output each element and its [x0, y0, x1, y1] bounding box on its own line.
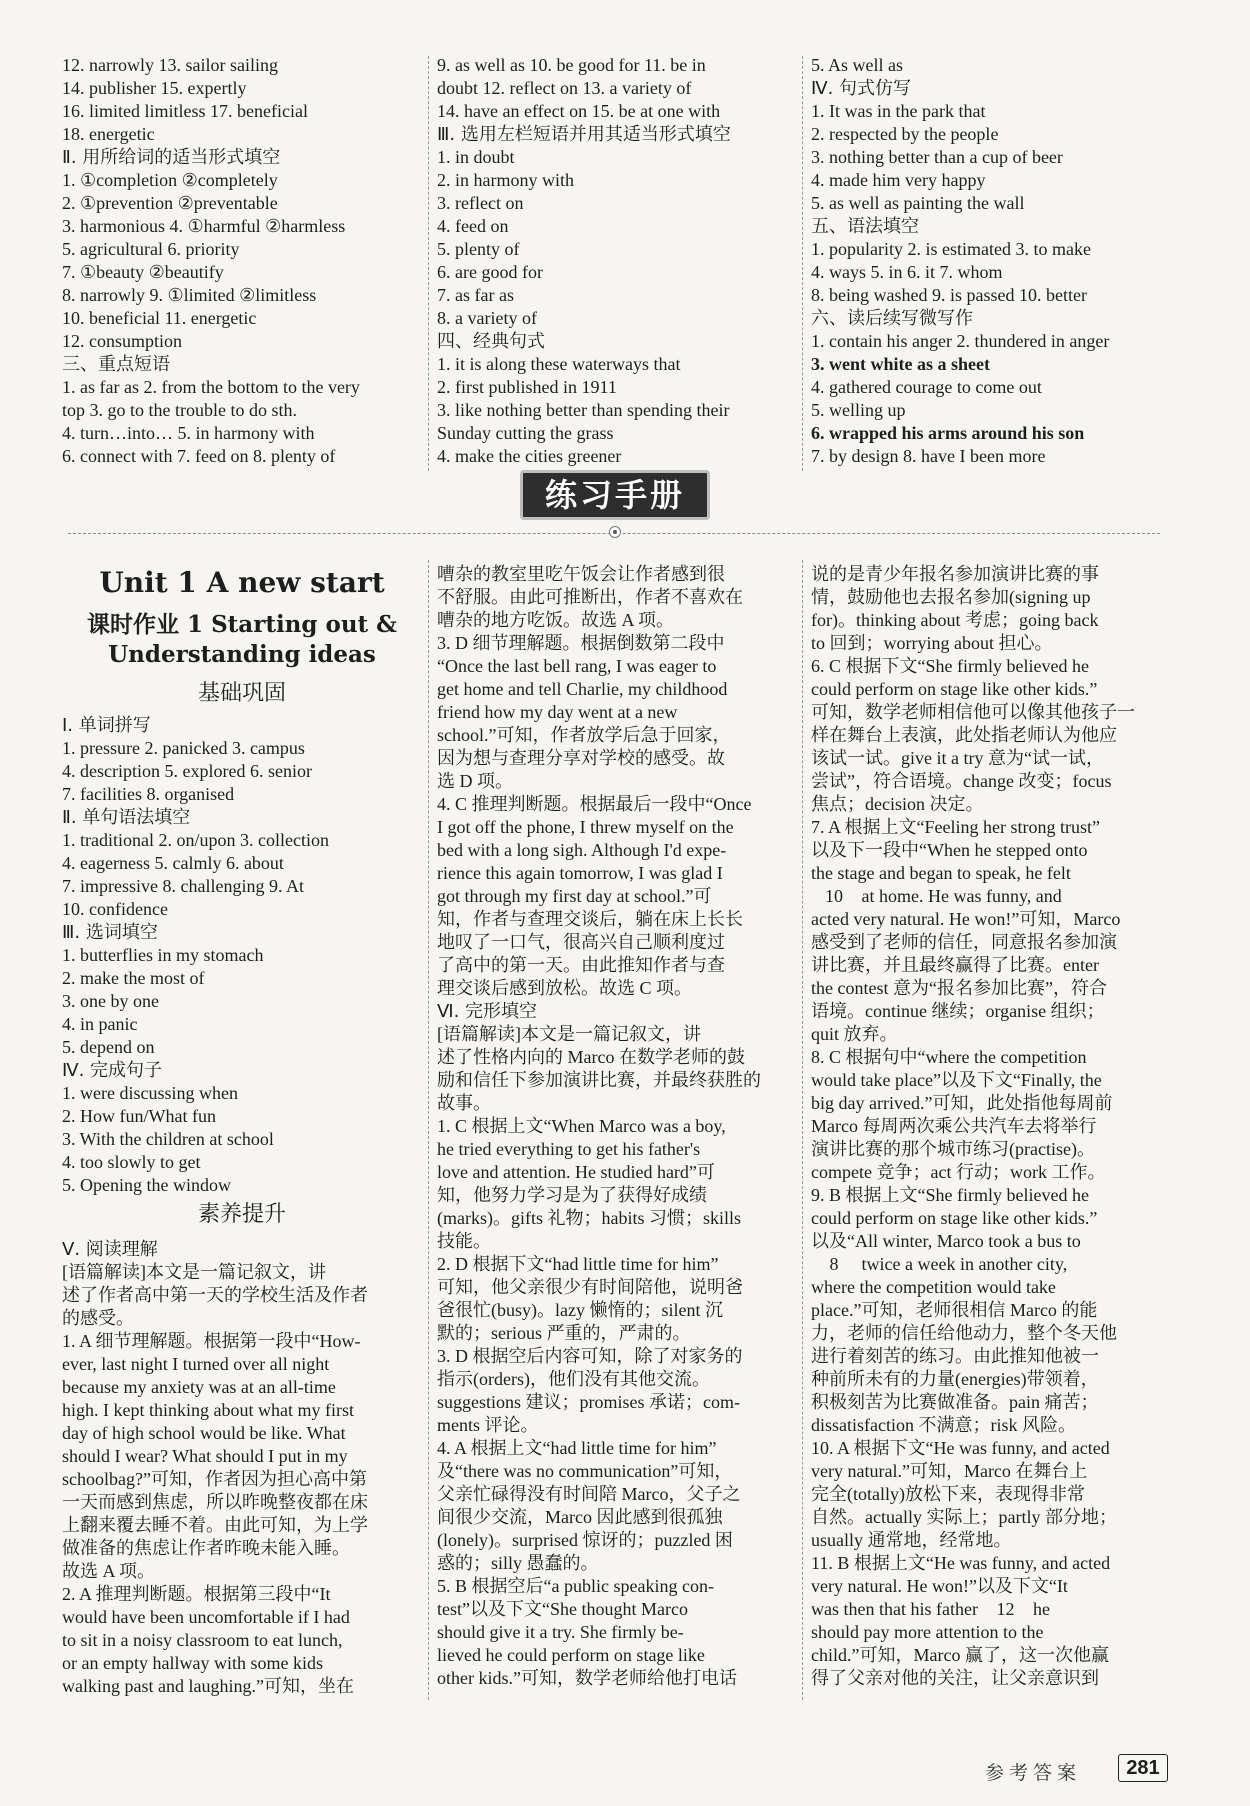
explanations-column-3	[811, 563, 1173, 1690]
text-line: Ⅱ. 单句语法填空	[62, 807, 191, 828]
text-line: Ⅱ. 用所给词的适当形式填空	[62, 147, 281, 168]
text-line: Ⅴ. 阅读理解	[62, 1239, 158, 1260]
text-line: 10 at home. He was funny, and	[811, 885, 1173, 908]
text-line: 技能。	[437, 1231, 491, 1251]
text-line: high. I kept thinking about what my first	[62, 1400, 354, 1420]
text-line: 6. wrapped his arms around his son	[811, 423, 1085, 443]
text-line: the contest 意为“报名参加比赛”，符合	[811, 978, 1107, 998]
text-line: got through my first day at school.”可	[437, 886, 712, 906]
text-line: Ⅲ. 选用左栏短语并用其适当形式填空	[437, 124, 731, 145]
text-line: 力，老师的信任给他动力，整个冬天他	[811, 1323, 1117, 1343]
banner-title: 练习手册	[520, 470, 710, 520]
text-line: 4. too slowly to get	[62, 1152, 201, 1172]
text-line: to sit in a noisy classroom to eat lunch,	[62, 1630, 343, 1650]
text-line: 1. butterflies in my stomach	[62, 945, 264, 965]
text-line: 上翻来覆去睡不着。由此可知，为上学	[62, 1515, 368, 1535]
text-line: for)。thinking about 考虑；going back	[811, 610, 1099, 630]
text-line: 11. B 根据上文“He was funny, and acted	[811, 1553, 1111, 1573]
text-line: doubt 12. reflect on 13. a variety of	[437, 78, 692, 98]
text-line: 4. made him very happy	[811, 170, 986, 190]
text-line: 五、语法填空	[811, 216, 919, 237]
text-line: 语境。continue 继续；organise 组织；	[811, 1001, 1105, 1021]
text-line: 5. as well as painting the wall	[811, 193, 1025, 213]
text-line: 4. feed on	[437, 216, 509, 236]
text-line: 指示(orders)，他们没有其他交流。	[437, 1369, 710, 1389]
text-line: other kids.”可知，数学老师给他打电话	[437, 1668, 737, 1688]
text-line: 7. facilities 8. organised	[62, 784, 235, 804]
text-line: 惑的；silly 愚蠢的。	[437, 1553, 599, 1573]
text-line: 励和信任下参加演讲比赛，并最终获胜的	[437, 1070, 761, 1090]
unit-title: Unit 1 A new start	[99, 566, 385, 599]
text-line: 以及“All winter, Marco took a bus to	[811, 1231, 1081, 1251]
text-line: [语篇解读]本文是一篇记叙文，讲	[437, 1024, 701, 1044]
text-line: 种前所未有的力量(energies)带领着，	[811, 1369, 1099, 1389]
text-line: 3. one by one	[62, 991, 159, 1011]
text-line: 感受到了老师的信任，同意报名参加演	[811, 932, 1117, 952]
text-line: 的感受。	[62, 1308, 134, 1328]
text-line: 1. pressure 2. panicked 3. campus	[62, 738, 305, 758]
text-line: 5. welling up	[811, 400, 906, 420]
text-line: 3. went white as a sheet	[811, 354, 990, 374]
text-line: 2. How fun/What fun	[62, 1106, 216, 1126]
basic-answers	[62, 714, 422, 1197]
text-line: 故事。	[437, 1093, 491, 1113]
text-line: 4. C 推理判断题。根据最后一段中“Once	[437, 794, 752, 814]
text-line: 自然。actually 实际上；partly 部分地；	[811, 1507, 1117, 1527]
text-line: 5. B 根据空后“a public speaking con-	[437, 1576, 714, 1596]
text-line: 18. energetic	[62, 124, 155, 144]
text-line: big day arrived.”可知，此处指他每周前	[811, 1093, 1113, 1113]
text-line: 一天而感到焦虑，所以昨晚整夜都在床	[62, 1492, 368, 1512]
text-line: 1. A 细节理解题。根据第一段中“How-	[62, 1331, 361, 1351]
text-line: 9. as well as 10. be good for 11. be in	[437, 55, 706, 75]
text-line: 9. B 根据上文“She firmly believed he	[811, 1185, 1089, 1205]
text-line: I got off the phone, I threw myself on the	[437, 817, 734, 837]
text-line: [语篇解读]本文是一篇记叙文，讲	[62, 1262, 326, 1282]
text-line: 父亲忙碌得没有时间陪 Marco，父子之	[437, 1484, 741, 1504]
text-line: 焦点；decision 决定。	[811, 794, 984, 814]
explanations-column-2	[437, 563, 797, 1690]
text-line: 2. ①prevention ②preventable	[62, 193, 278, 213]
text-line: 间很少交流，Marco 因此感到很孤独	[437, 1507, 723, 1527]
text-line: 尝试”，符合语境。change 改变；focus	[811, 771, 1112, 791]
text-line: 及“there was no communication”可知，	[437, 1461, 733, 1481]
text-line: 2. make the most of	[62, 968, 205, 988]
text-line: 7. ①beauty ②beautify	[62, 262, 224, 282]
text-line: 默的；serious 严重的，严肃的。	[437, 1323, 691, 1343]
text-line: 地叹了一口气，很高兴自己顺利度过	[437, 932, 725, 952]
text-line: 六、读后续写微写作	[811, 308, 973, 329]
text-line: 嘈杂的教室里吃午饭会让作者感到很	[437, 564, 725, 584]
top-answers-column-1	[62, 54, 422, 468]
text-line: 完全(totally)放松下来，表现得非常	[811, 1484, 1085, 1504]
text-line: test”以及下文“She thought Marco	[437, 1599, 688, 1619]
section-basic-heading: 基础巩固	[197, 681, 286, 706]
text-line: 10. beneficial 11. energetic	[62, 308, 257, 328]
text-line: 述了性格内向的 Marco 在数学老师的鼓	[437, 1047, 745, 1067]
text-line: 因为想与查理分享对学校的感受。故	[437, 748, 725, 768]
text-line: could perform on stage like other kids.”	[811, 1208, 1098, 1228]
text-line: (marks)。gifts 礼物；habits 习惯；skills	[437, 1208, 741, 1228]
page-number: 281	[1118, 1754, 1168, 1782]
text-line: Ⅳ. 句式仿写	[811, 78, 912, 99]
text-line: 8. being washed 9. is passed 10. better	[811, 285, 1087, 305]
text-line: 7. as far as	[437, 285, 514, 305]
text-line: 4. A 根据上文“had little time for him”	[437, 1438, 717, 1458]
text-line: 故选 A 项。	[62, 1561, 156, 1581]
text-line: 3. With the children at school	[62, 1129, 274, 1149]
lesson-title	[62, 610, 422, 670]
text-line: get home and tell Charlie, my childhood	[437, 679, 728, 699]
text-line: place.”可知，老师很相信 Marco 的能	[811, 1300, 1098, 1320]
text-line: 3. nothing better than a cup of beer	[811, 147, 1063, 167]
text-line: child.”可知，Marco 赢了，这一次他赢	[811, 1645, 1109, 1665]
section-banner	[520, 470, 710, 526]
text-line: day of high school would be like. What	[62, 1423, 346, 1443]
text-line: 4. ways 5. in 6. it 7. whom	[811, 262, 1003, 282]
text-line: 12. consumption	[62, 331, 182, 351]
text-line: 该试一试。give it a try 意为“试一试，	[811, 748, 1104, 768]
text-line: 14. have an effect on 15. be at one with	[437, 101, 721, 121]
banner-dot	[609, 526, 621, 538]
text-line: rience this again tomorrow, I was glad I	[437, 863, 723, 883]
text-line: 4. gathered courage to come out	[811, 377, 1042, 397]
text-line: 3. D 根据空后内容可知，除了对家务的	[437, 1346, 743, 1366]
text-line: 2. in harmony with	[437, 170, 574, 190]
text-line: 可知，他父亲很少有时间陪他，说明爸	[437, 1277, 743, 1297]
text-line: compete 竞争；act 行动；work 工作。	[811, 1162, 1106, 1182]
text-line: 4. turn…into… 5. in harmony with	[62, 423, 315, 443]
text-line: bed with a long sigh. Although I'd expe-	[437, 840, 727, 860]
text-line: quit 放弃。	[811, 1024, 898, 1044]
text-line: 6. are good for	[437, 262, 543, 282]
text-line: 8 twice a week in another city,	[811, 1253, 1173, 1276]
text-line: would take place”以及下文“Finally, the	[811, 1070, 1102, 1090]
lesson-title-line-2: Understanding ideas	[108, 641, 376, 668]
text-line: ever, last night I turned over all night	[62, 1354, 330, 1374]
text-line: 不舒服。由此可推断出，作者不喜欢在	[437, 587, 743, 607]
text-line: 1. were discussing when	[62, 1083, 238, 1103]
reading-answers	[62, 1238, 422, 1698]
text-line: 5. depend on	[62, 1037, 155, 1057]
text-line: should I wear? What should I put in my	[62, 1446, 348, 1466]
text-line: 10. A 根据下文“He was funny, and acted	[811, 1438, 1110, 1458]
text-line: because my anxiety was at an all-time	[62, 1377, 336, 1397]
text-line: 4. eagerness 5. calmly 6. about	[62, 853, 284, 873]
text-line: 3. reflect on	[437, 193, 524, 213]
text-line: Sunday cutting the grass	[437, 423, 614, 443]
footer-label: 参考答案	[985, 1762, 1082, 1784]
text-line: 12. narrowly 13. sailor sailing	[62, 55, 278, 75]
text-line: school.”可知，作者放学后急于回家，	[437, 725, 731, 745]
text-line: 可知，数学老师相信他可以像其他孩子一	[811, 702, 1135, 722]
text-line: 三、重点短语	[62, 354, 170, 375]
text-line: 4. description 5. explored 6. senior	[62, 761, 312, 781]
text-line: (lonely)。surprised 惊讶的；puzzled 困	[437, 1530, 733, 1550]
text-line: usually 通常地，经常地。	[811, 1530, 1012, 1550]
text-line: acted very natural. He won!”可知，Marco	[811, 909, 1121, 929]
text-line: should give it a try. She firmly be-	[437, 1622, 684, 1642]
top-answers-column-3	[811, 54, 1186, 468]
text-line: 5. Opening the window	[62, 1175, 231, 1195]
text-line: 选 D 项。	[437, 771, 513, 791]
column-divider	[428, 560, 429, 1700]
text-line: 演讲比赛的那个城市练习(practise)。	[811, 1139, 1095, 1159]
text-line: 1. in doubt	[437, 147, 515, 167]
column-divider	[802, 560, 803, 1700]
text-line: 述了作者高中第一天的学校生活及作者	[62, 1285, 368, 1305]
text-line: 8. narrowly 9. ①limited ②limitless	[62, 285, 317, 305]
text-line: 2. D 根据下文“had little time for him”	[437, 1254, 719, 1274]
text-line: 5. As well as	[811, 55, 903, 75]
text-line: 16. limited limitless 17. beneficial	[62, 101, 308, 121]
text-line: 样在舞台上表演，此处指老师认为他应	[811, 725, 1117, 745]
text-line: 四、经典句式	[437, 331, 545, 352]
text-line: 积极刻苦为比赛做准备。pain 痛苦；	[811, 1392, 1099, 1412]
text-line: 8. a variety of	[437, 308, 537, 328]
section-improve-heading: 素养提升	[197, 1202, 286, 1227]
text-line: 知，作者与查理交谈后，躺在床上长长	[437, 909, 743, 929]
text-line: 7. A 根据上文“Feeling her strong trust”	[811, 817, 1100, 837]
text-line: 2. respected by the people	[811, 124, 999, 144]
text-line: 10. confidence	[62, 899, 168, 919]
text-line: Ⅵ. 完形填空	[437, 1001, 538, 1022]
text-line: 6. C 根据下文“She firmly believed he	[811, 656, 1089, 676]
text-line: 6. connect with 7. feed on 8. plenty of	[62, 446, 336, 466]
top-answers-column-2	[437, 54, 797, 468]
text-line: 3. D 细节理解题。根据倒数第二段中	[437, 633, 725, 653]
text-line: 4. make the cities greener	[437, 446, 622, 466]
text-line: 理交谈后感到放松。故选 C 项。	[437, 978, 693, 998]
text-line: could perform on stage like other kids.”	[811, 679, 1098, 699]
text-line: love and attention. He studied hard”可	[437, 1162, 715, 1182]
text-line: 情，鼓励他也去报名参加(signing up	[811, 587, 1091, 607]
text-line: 讲比赛，并且最终赢得了比赛。enter	[811, 955, 1099, 975]
text-line: the stage and began to speak, he felt	[811, 863, 1071, 883]
text-line: walking past and laughing.”可知，坐在	[62, 1676, 354, 1696]
text-line: suggestions 建议；promises 承诺；com-	[437, 1392, 740, 1412]
text-line: was then that his father 12 he	[811, 1598, 1173, 1621]
text-line: 1. traditional 2. on/upon 3. collection	[62, 830, 329, 850]
text-line: 说的是青少年报名参加演讲比赛的事	[811, 564, 1099, 584]
column-divider	[428, 56, 429, 471]
text-line: 3. like nothing better than spending their	[437, 400, 730, 420]
text-line: 1. popularity 2. is estimated 3. to make	[811, 239, 1091, 259]
text-line: 4. in panic	[62, 1014, 138, 1034]
text-line: very natural. He won!”以及下文“It	[811, 1576, 1068, 1596]
text-line: 爸很忙(busy)。lazy 懒惰的；silent 沉	[437, 1300, 723, 1320]
text-line: 嘈杂的地方吃饭。故选 A 项。	[437, 610, 675, 630]
text-line: 1. it is along these waterways that	[437, 354, 681, 374]
text-line: “Once the last bell rang, I was eager to	[437, 656, 717, 676]
text-line: dissatisfaction 不满意；risk 风险。	[811, 1415, 1076, 1435]
text-line: Ⅳ. 完成句子	[62, 1060, 163, 1081]
text-line: would have been uncomfortable if I had	[62, 1607, 350, 1627]
text-line: 5. agricultural 6. priority	[62, 239, 240, 259]
text-line: 1. C 根据上文“When Marco was a boy,	[437, 1116, 726, 1136]
text-line: lieved he could perform on stage like	[437, 1645, 705, 1665]
text-line: should pay more attention to the	[811, 1622, 1044, 1642]
text-line: schoolbag?”可知，作者因为担心高中第	[62, 1469, 367, 1489]
text-line: 1. ①completion ②completely	[62, 170, 278, 190]
text-line: 做准备的焦虑让作者昨晚未能入睡。	[62, 1538, 350, 1558]
text-line: 1. It was in the park that	[811, 101, 986, 121]
text-line: friend how my day went at a new	[437, 702, 678, 722]
text-line: to 回到；worrying about 担心。	[811, 633, 1053, 653]
text-line: 1. as far as 2. from the bottom to the very	[62, 377, 360, 397]
text-line: 7. by design 8. have I been more	[811, 446, 1046, 466]
text-line: he tried everything to get his father's	[437, 1139, 701, 1159]
text-line: Ⅲ. 选词填空	[62, 922, 158, 943]
text-line: 2. A 推理判断题。根据第三段中“It	[62, 1584, 331, 1604]
text-line: 7. impressive 8. challenging 9. At	[62, 876, 304, 896]
text-line: 3. harmonious 4. ①harmful ②harmless	[62, 216, 346, 236]
text-line: top 3. go to the trouble to do sth.	[62, 400, 297, 420]
text-line: 了高中的第一天。由此推知作者与查	[437, 955, 725, 975]
text-line: ments 评论。	[437, 1415, 539, 1435]
text-line: 以及下一段中“When he stepped onto	[811, 840, 1088, 860]
text-line: Ⅰ. 单词拼写	[62, 715, 151, 736]
column-divider	[802, 56, 803, 471]
text-line: 知，他努力学习是为了获得好成绩	[437, 1185, 707, 1205]
text-line: where the competition would take	[811, 1277, 1056, 1297]
text-line: 2. first published in 1911	[437, 377, 617, 397]
text-line: 5. plenty of	[437, 239, 520, 259]
text-line: 8. C 根据句中“where the competition	[811, 1047, 1087, 1067]
text-line: 1. contain his anger 2. thundered in anger	[811, 331, 1110, 351]
lesson-title-line-1: 课时作业 1 Starting out &	[87, 611, 397, 638]
text-line: Marco 每周两次乘公共汽车去将举行	[811, 1116, 1097, 1136]
text-line: very natural.”可知，Marco 在舞台上	[811, 1461, 1088, 1481]
text-line: or an empty hallway with some kids	[62, 1653, 323, 1673]
text-line: 进行着刻苦的练习。由此推知他被一	[811, 1346, 1099, 1366]
text-line: 得了父亲对他的关注，让父亲意识到	[811, 1668, 1099, 1688]
text-line: 14. publisher 15. expertly	[62, 78, 247, 98]
